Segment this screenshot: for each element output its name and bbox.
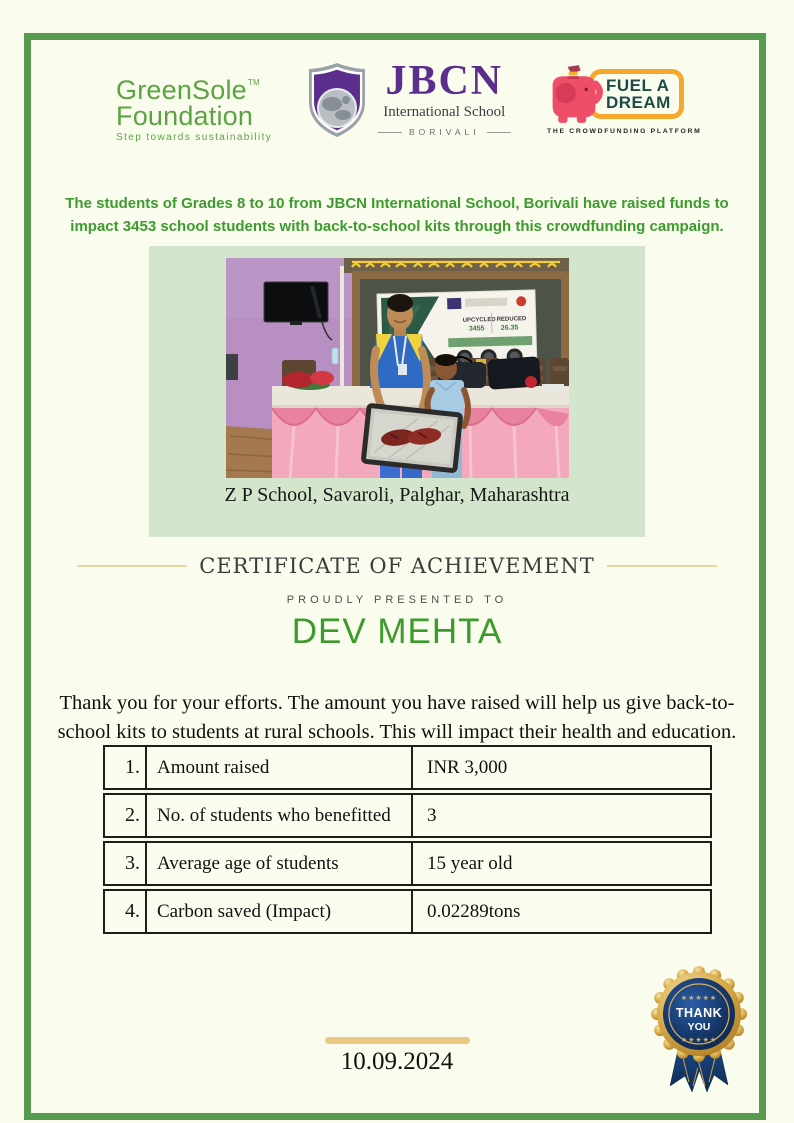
- trademark-symbol: TM: [247, 78, 260, 87]
- row-value: 0.02289tons: [427, 900, 521, 922]
- thank-you-message: Thank you for your efforts. The amount you have raised will help us give back-to-school kits to students at rural schools. This will impact their health and education.: [57, 691, 737, 743]
- table-row: [103, 889, 712, 934]
- banner-stat1-label: UPCYCLED: [462, 316, 496, 324]
- row-number: 4.: [105, 891, 147, 932]
- footwear-tray: [363, 405, 460, 470]
- title-row: [0, 554, 794, 578]
- recipient-name: DEV MEHTA: [291, 612, 503, 651]
- row-number: 1.: [105, 747, 147, 788]
- banner-stat2-label: REDUCED: [496, 316, 527, 323]
- banner-stat1-value: 3455: [468, 325, 485, 333]
- row-label: Average age of students: [147, 843, 413, 884]
- presented-to-label: PROUDLY PRESENTED TO: [286, 594, 508, 606]
- greensole-logo: [116, 70, 272, 143]
- divider-line-left: [77, 565, 187, 567]
- dash-right: [487, 132, 511, 133]
- badge-you-text: YOU: [687, 1021, 711, 1033]
- row-number: 3.: [105, 843, 147, 884]
- certificate-title: CERTIFICATE OF ACHIEVEMENT: [199, 554, 595, 578]
- fueladream-wordmark: [589, 69, 684, 119]
- jbcn-acronym: JBCN: [385, 58, 504, 104]
- row-label: Amount raised: [147, 747, 413, 788]
- fueladream-tagline: THE CROWDFUNDING PLATFORM: [547, 128, 702, 135]
- table-row: [103, 793, 712, 838]
- intro-paragraph: The students of Grades 8 to 10 from JBCN International School, Borivali have raised funds to impact 3453 school students with back-to-school kits through this crowdfunding campaign.: [65, 195, 729, 235]
- fueladream-line2: DREAM: [606, 93, 671, 112]
- elephant-piggybank-icon: [547, 63, 603, 125]
- divider-line-right: [607, 565, 717, 567]
- banner-stat2-value: 26.35: [500, 324, 519, 332]
- table-row: [103, 745, 712, 790]
- jbcn-subtitle: International School: [383, 104, 506, 120]
- rosette-ribbon-icon: [645, 958, 753, 1096]
- jbcn-logo: [305, 60, 511, 140]
- greensole-tagline: Step towards sustainability: [116, 132, 273, 143]
- dash-left: [378, 132, 402, 133]
- greensole-name-text: GreenSole: [116, 75, 247, 105]
- row-value: 3: [427, 804, 437, 826]
- certificate-date: 10.09.2024: [340, 1048, 454, 1075]
- badge-stars-bottom: ★★★★★: [680, 1036, 718, 1044]
- fueladream-line1: FUEL A: [606, 76, 670, 95]
- thank-you-badge: [645, 958, 753, 1096]
- jbcn-campus: [378, 127, 511, 137]
- school-classroom-photo: [226, 258, 569, 478]
- row-label: No. of students who benefitted: [147, 795, 413, 836]
- photo-panel: [149, 246, 645, 537]
- row-number: 2.: [105, 795, 147, 836]
- greensole-foundation-text: Foundation: [116, 101, 254, 131]
- badge-thank-text: THANK: [675, 1006, 723, 1020]
- fueladream-logo: [547, 63, 702, 135]
- badge-stars-top: ★★★★★: [680, 994, 718, 1002]
- greensole-name: [116, 70, 272, 103]
- row-value: INR 3,000: [427, 756, 508, 778]
- impact-table: [103, 745, 712, 937]
- jbcn-shield-icon: [305, 60, 369, 140]
- row-value: 15 year old: [427, 852, 513, 874]
- photo-caption: Z P School, Savaroli, Palghar, Maharashtra: [224, 484, 570, 506]
- jbcn-campus-label: BORIVALI: [409, 127, 480, 137]
- row-label: Carbon saved (Impact): [147, 891, 413, 932]
- date-underline-bar: [325, 1037, 470, 1044]
- table-row: [103, 841, 712, 886]
